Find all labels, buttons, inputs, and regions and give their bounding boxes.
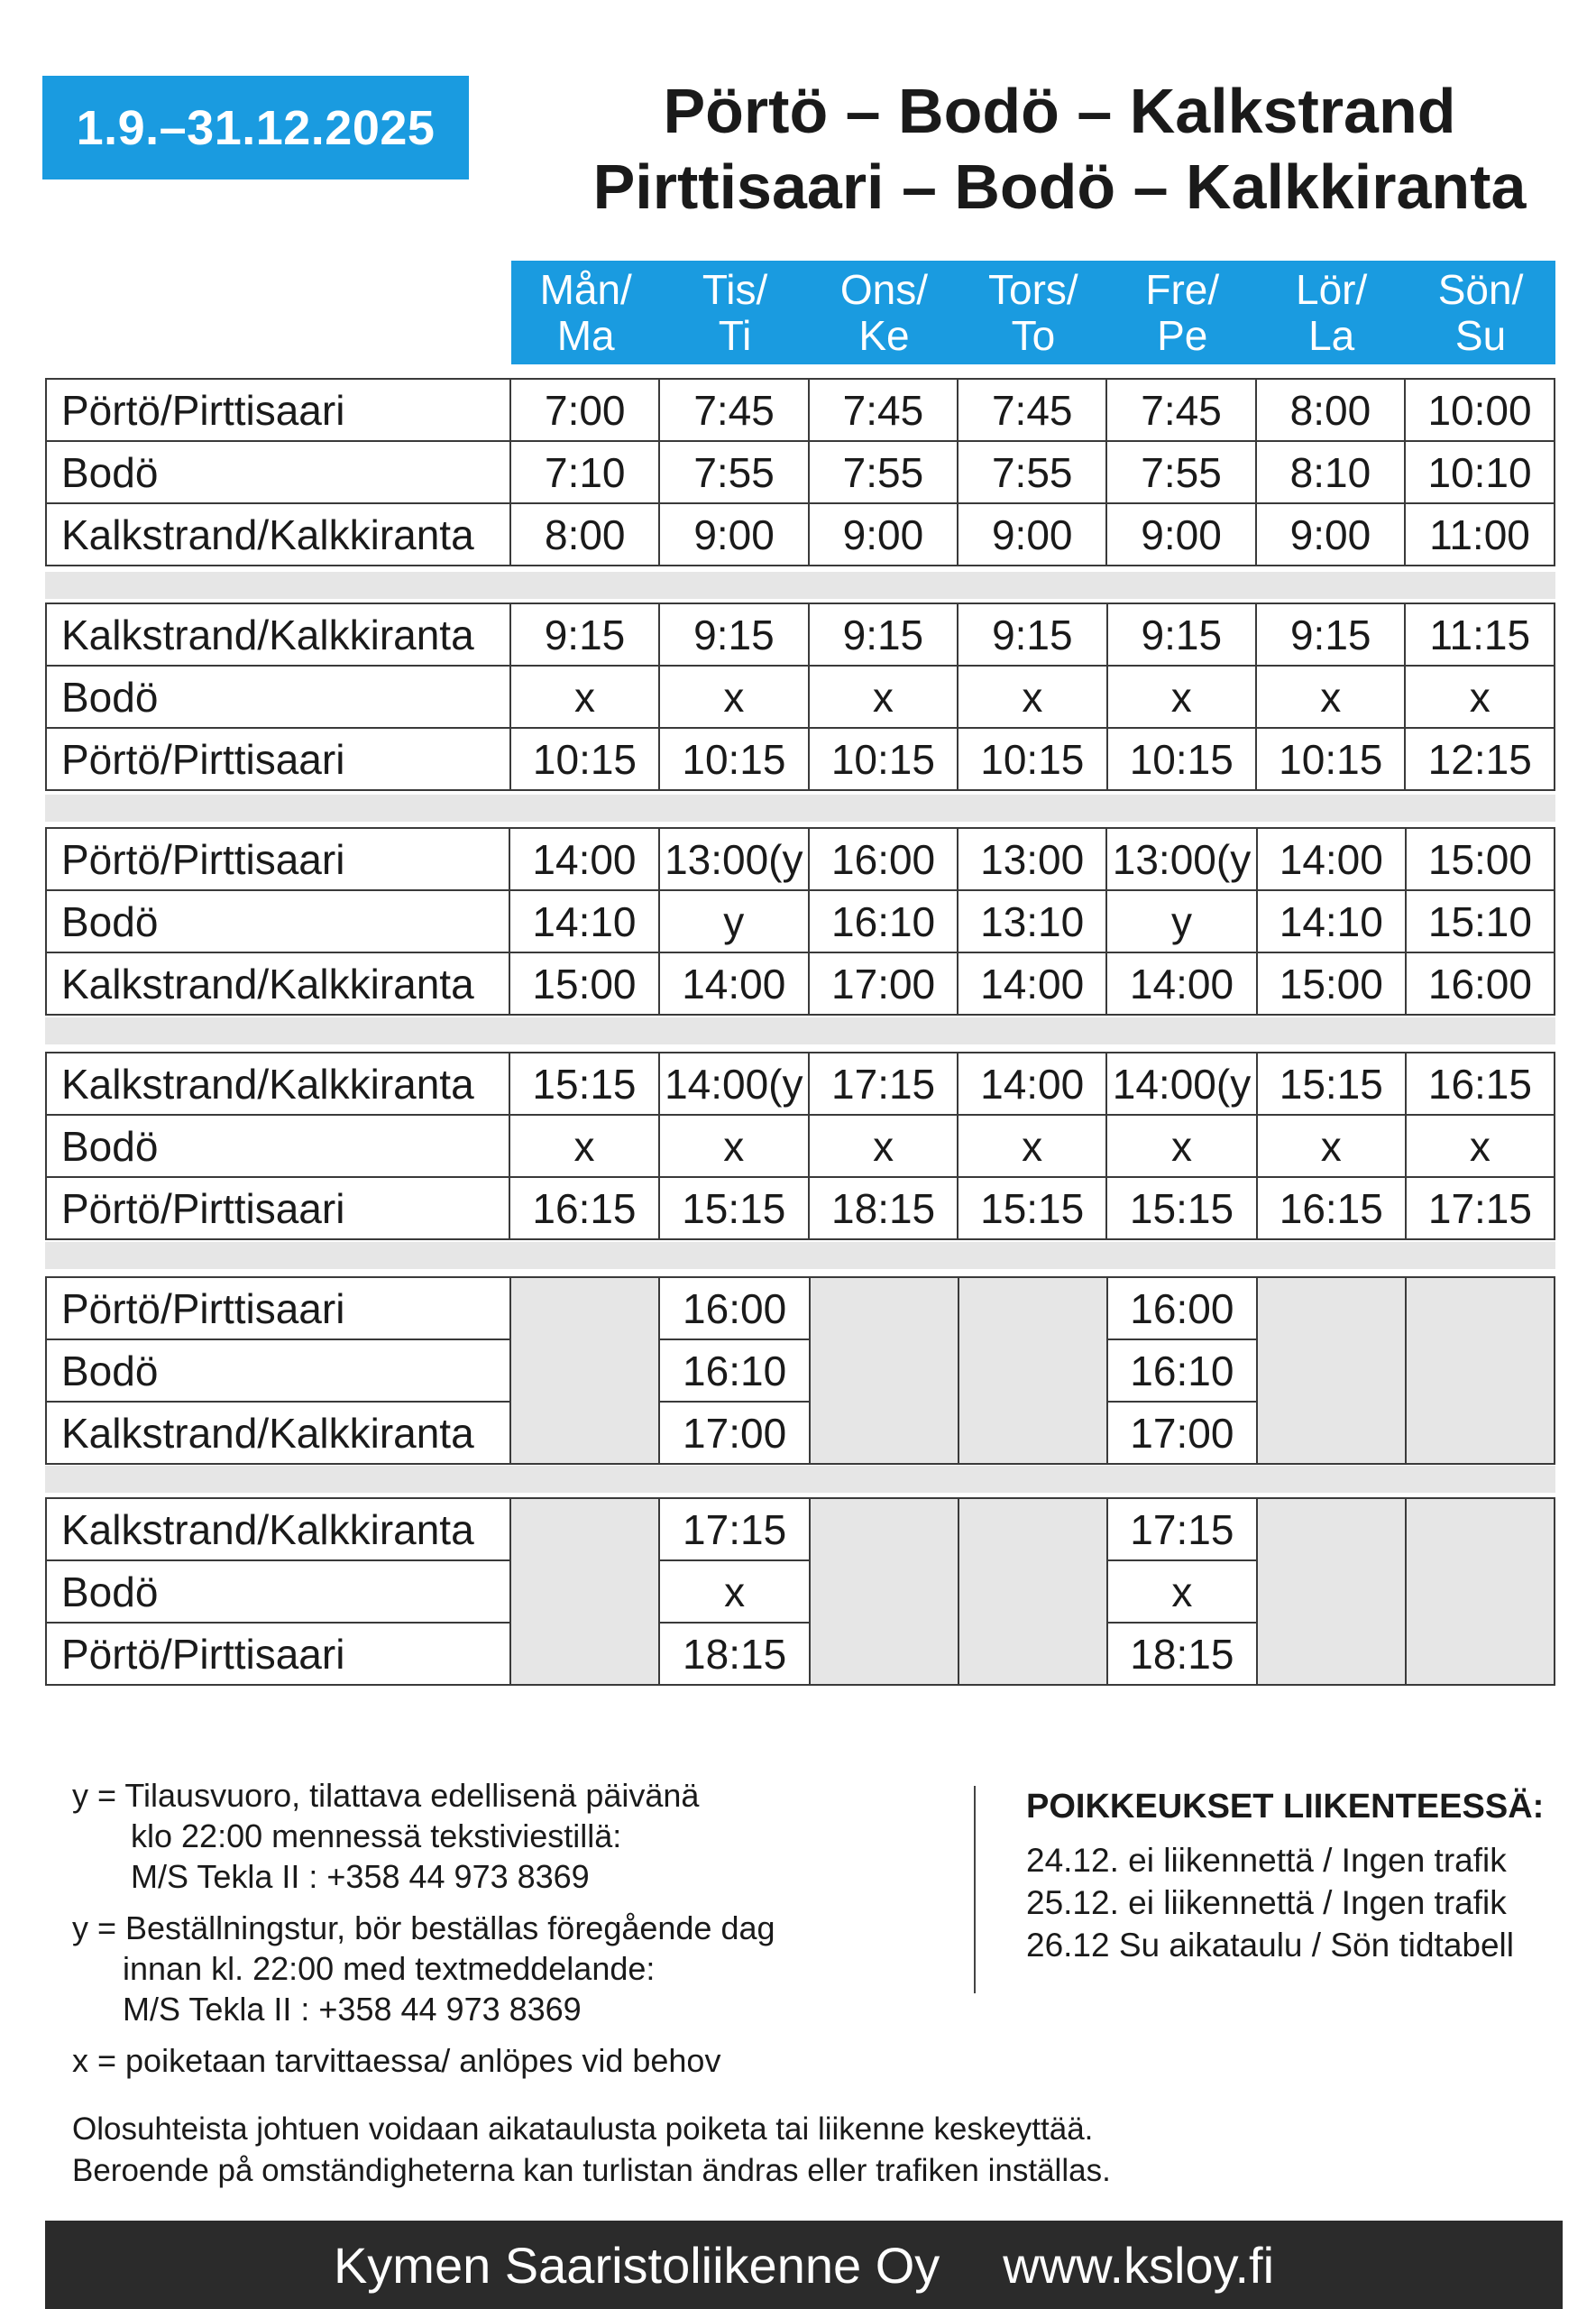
legend-notes <box>72 1775 974 2081</box>
departure-time: x <box>1107 666 1256 728</box>
note-y-swedish-line1: y = Beställningstur, bör beställas föregående dag <box>72 1909 775 1946</box>
stop-name: Bodö <box>46 441 510 503</box>
departure-time: 7:10 <box>510 441 659 503</box>
departure-time: 16:00 <box>809 828 958 890</box>
block-separator <box>45 1242 1555 1269</box>
stop-name: Bodö <box>46 666 510 728</box>
footer-bar <box>45 2221 1563 2309</box>
departure-time: 15:15 <box>509 1053 658 1115</box>
note-y-finnish-line2: klo 22:00 mennessä tekstiviestillä: <box>131 1817 622 1854</box>
stop-name: Pörtö/Pirttisaari <box>46 828 509 890</box>
departure-time: 15:10 <box>1406 890 1555 952</box>
exceptions-box <box>1026 1786 1585 1966</box>
departure-time: 15:15 <box>958 1177 1106 1239</box>
stop-name: Pörtö/Pirttisaari <box>46 1177 509 1239</box>
departure-time: 7:45 <box>958 379 1106 441</box>
note-y-swedish-line3: M/S Tekla II : +358 44 973 8369 <box>123 1991 582 2028</box>
table-row <box>46 1498 1555 1560</box>
table-row <box>46 952 1555 1015</box>
departure-time: 9:00 <box>809 503 958 566</box>
departure-time: 9:15 <box>659 603 808 666</box>
table-row <box>46 890 1555 952</box>
departure-time: 15:15 <box>1257 1053 1406 1115</box>
departure-time: 18:15 <box>809 1177 958 1239</box>
stop-name: Kalkstrand/Kalkkiranta <box>46 952 509 1015</box>
departure-time: x <box>659 666 808 728</box>
disclaimer-swedish: Beroende på omständigheterna kan turlistan ändras eller trafiken inställas. <box>72 2153 1111 2188</box>
no-service-cell <box>510 1498 659 1685</box>
departure-time: x <box>1256 666 1405 728</box>
departure-time: 7:45 <box>1106 379 1255 441</box>
stop-name: Kalkstrand/Kalkkiranta <box>46 603 510 666</box>
day-header-sun: Sön/ Su <box>1437 265 1524 359</box>
departure-time: x <box>1257 1115 1406 1177</box>
departure-time: x <box>958 1115 1106 1177</box>
exceptions-heading: POIKKEUKSET LIIKENTEESSÄ: <box>1026 1788 1545 1826</box>
departure-time: 13:00(y <box>659 828 810 890</box>
departure-time: x <box>958 666 1106 728</box>
stop-name: Pörtö/Pirttisaari <box>46 1623 510 1685</box>
departure-time: 14:00(y <box>659 1053 810 1115</box>
no-service-cell <box>1257 1277 1406 1464</box>
departure-time: y <box>659 890 810 952</box>
departure-time: 8:10 <box>1256 441 1405 503</box>
departure-time: 9:15 <box>809 603 958 666</box>
departure-time: 15:00 <box>1406 828 1555 890</box>
departure-time: 16:10 <box>659 1339 809 1402</box>
departure-time: 14:00 <box>1106 952 1257 1015</box>
departure-time: 10:15 <box>659 728 808 790</box>
schedule-block <box>45 603 1555 791</box>
day-header-thu: Tors/ To <box>988 265 1078 359</box>
block-separator <box>45 1017 1555 1044</box>
disclaimer <box>72 2109 1335 2192</box>
schedule-block <box>45 827 1555 1016</box>
departure-time: 14:00 <box>958 952 1106 1015</box>
departure-time: 17:15 <box>809 1053 958 1115</box>
departure-time: 18:15 <box>1107 1623 1257 1685</box>
departure-time: 9:00 <box>1256 503 1405 566</box>
departure-time: 10:10 <box>1405 441 1555 503</box>
departure-time: 14:00 <box>509 828 658 890</box>
departure-time: 14:00 <box>1257 828 1406 890</box>
departure-time: 16:15 <box>1406 1053 1555 1115</box>
departure-time: 7:45 <box>809 379 958 441</box>
stop-name: Pörtö/Pirttisaari <box>46 1277 510 1339</box>
departure-time: 8:00 <box>510 503 659 566</box>
departure-time: 9:00 <box>659 503 808 566</box>
departure-time: 10:15 <box>510 728 659 790</box>
departure-time: 15:00 <box>1257 952 1406 1015</box>
departure-time: x <box>510 666 659 728</box>
no-service-cell <box>959 1277 1107 1464</box>
table-row <box>46 728 1555 790</box>
no-service-cell <box>959 1498 1107 1685</box>
departure-time: x <box>1107 1560 1257 1623</box>
departure-time: x <box>659 1560 809 1623</box>
departure-time: 16:00 <box>1107 1277 1257 1339</box>
departure-time: 9:15 <box>1107 603 1256 666</box>
departure-time: 7:00 <box>510 379 659 441</box>
schedule-block <box>45 1052 1555 1240</box>
departure-time: 17:00 <box>659 1402 809 1464</box>
no-service-cell <box>1406 1277 1555 1464</box>
departure-time: x <box>1406 1115 1555 1177</box>
departure-time: 17:15 <box>659 1498 809 1560</box>
departure-time: 12:15 <box>1405 728 1555 790</box>
departure-time: x <box>1405 666 1555 728</box>
stop-name: Kalkstrand/Kalkkiranta <box>46 503 510 566</box>
departure-time: 10:15 <box>1107 728 1256 790</box>
departure-time: 9:00 <box>1106 503 1255 566</box>
table-row <box>46 379 1555 441</box>
table-row <box>46 441 1555 503</box>
weekday-header <box>511 261 1555 364</box>
stop-name: Kalkstrand/Kalkkiranta <box>46 1498 510 1560</box>
exception-item: 25.12. ei liikennettä / Ingen trafik <box>1026 1884 1507 1921</box>
departure-time: 18:15 <box>659 1623 809 1685</box>
stop-name: Bodö <box>46 1339 510 1402</box>
departure-time: 9:00 <box>958 503 1106 566</box>
day-header-mon: Mån/ Ma <box>539 265 632 359</box>
departure-time: 17:15 <box>1107 1498 1257 1560</box>
stop-name: Bodö <box>46 1560 510 1623</box>
exception-item: 24.12. ei liikennettä / Ingen trafik <box>1026 1842 1507 1879</box>
departure-time: 9:15 <box>510 603 659 666</box>
departure-time: x <box>809 1115 958 1177</box>
departure-time: 16:15 <box>509 1177 658 1239</box>
route-title-swedish: Pörtö – Bodö – Kalkstrand <box>663 76 1456 146</box>
route-title-finnish: Pirttisaari – Bodö – Kalkkiranta <box>592 152 1527 222</box>
day-header-wed: Ons/ Ke <box>839 265 929 359</box>
note-x: x = poiketaan tarvittaessa/ anlöpes vid behov <box>72 2042 721 2079</box>
departure-time: 8:00 <box>1256 379 1405 441</box>
stop-name: Bodö <box>46 890 509 952</box>
departure-time: 15:15 <box>1106 1177 1257 1239</box>
table-row <box>46 1115 1555 1177</box>
departure-time: 14:10 <box>509 890 658 952</box>
departure-time: x <box>509 1115 658 1177</box>
table-row <box>46 503 1555 566</box>
departure-time: 10:00 <box>1405 379 1555 441</box>
departure-time: 13:10 <box>958 890 1106 952</box>
block-separator <box>45 795 1555 822</box>
date-range-badge: 1.9.–31.12.2025 <box>42 76 469 179</box>
day-header-sat: Lör/ La <box>1296 265 1368 359</box>
departure-time: 9:15 <box>958 603 1106 666</box>
stop-name: Pörtö/Pirttisaari <box>46 728 510 790</box>
no-service-cell <box>1257 1498 1406 1685</box>
schedule-block <box>45 1276 1555 1465</box>
departure-time: 16:10 <box>809 890 958 952</box>
day-header-tue: Tis/ Ti <box>702 265 768 359</box>
notes-divider <box>974 1786 976 1993</box>
departure-time: 14:10 <box>1257 890 1406 952</box>
no-service-cell <box>510 1277 659 1464</box>
departure-time: 17:15 <box>1406 1177 1555 1239</box>
departure-time: 10:15 <box>1256 728 1405 790</box>
departure-time: 17:00 <box>1107 1402 1257 1464</box>
departure-time: 13:00(y <box>1106 828 1257 890</box>
table-row <box>46 1053 1555 1115</box>
company-name: Kymen Saaristoliikenne Oy <box>333 2236 940 2294</box>
departure-time: 7:55 <box>1106 441 1255 503</box>
departure-time: y <box>1106 890 1257 952</box>
table-row <box>46 1277 1555 1339</box>
departure-time: 7:55 <box>958 441 1106 503</box>
departure-time: 16:10 <box>1107 1339 1257 1402</box>
departure-time: 15:00 <box>509 952 658 1015</box>
departure-time: 9:15 <box>1256 603 1405 666</box>
departure-time: 15:15 <box>659 1177 810 1239</box>
departure-time: 14:00 <box>659 952 810 1015</box>
departure-time: 16:15 <box>1257 1177 1406 1239</box>
departure-time: 16:00 <box>1406 952 1555 1015</box>
departure-time: 11:00 <box>1405 503 1555 566</box>
stop-name: Pörtö/Pirttisaari <box>46 379 510 441</box>
block-separator <box>45 572 1555 599</box>
departure-time: x <box>1106 1115 1257 1177</box>
table-row <box>46 1177 1555 1239</box>
stop-name: Bodö <box>46 1115 509 1177</box>
departure-time: x <box>659 1115 810 1177</box>
no-service-cell <box>810 1498 959 1685</box>
departure-time: 7:45 <box>659 379 808 441</box>
no-service-cell <box>1406 1498 1555 1685</box>
website-link[interactable]: www.ksloy.fi <box>1003 2236 1275 2294</box>
departure-time: 17:00 <box>809 952 958 1015</box>
departure-time: x <box>809 666 958 728</box>
departure-time: 7:55 <box>809 441 958 503</box>
table-row <box>46 666 1555 728</box>
table-row <box>46 828 1555 890</box>
disclaimer-finnish: Olosuhteista johtuen voidaan aikataulusta poiketa tai liikenne keskeyttää. <box>72 2111 1094 2147</box>
no-service-cell <box>810 1277 959 1464</box>
schedule-block <box>45 378 1555 566</box>
departure-time: 11:15 <box>1405 603 1555 666</box>
stop-name: Kalkstrand/Kalkkiranta <box>46 1402 510 1464</box>
note-y-finnish-line3: M/S Tekla II : +358 44 973 8369 <box>131 1858 590 1895</box>
note-y-swedish-line2: innan kl. 22:00 med textmeddelande: <box>123 1950 656 1987</box>
departure-time: 16:00 <box>659 1277 809 1339</box>
stop-name: Kalkstrand/Kalkkiranta <box>46 1053 509 1115</box>
departure-time: 14:00 <box>958 1053 1106 1115</box>
departure-time: 10:15 <box>809 728 958 790</box>
table-row <box>46 603 1555 666</box>
day-header-fri: Fre/ Pe <box>1145 265 1220 359</box>
departure-time: 7:55 <box>659 441 808 503</box>
block-separator <box>45 1466 1555 1493</box>
departure-time: 14:00(y <box>1106 1053 1257 1115</box>
schedule-block <box>45 1497 1555 1686</box>
departure-time: 10:15 <box>958 728 1106 790</box>
note-y-finnish-line1: y = Tilausvuoro, tilattava edellisenä päivänä <box>72 1777 700 1814</box>
departure-time: 13:00 <box>958 828 1106 890</box>
exception-item: 26.12 Su aikataulu / Sön tidtabell <box>1026 1927 1514 1964</box>
